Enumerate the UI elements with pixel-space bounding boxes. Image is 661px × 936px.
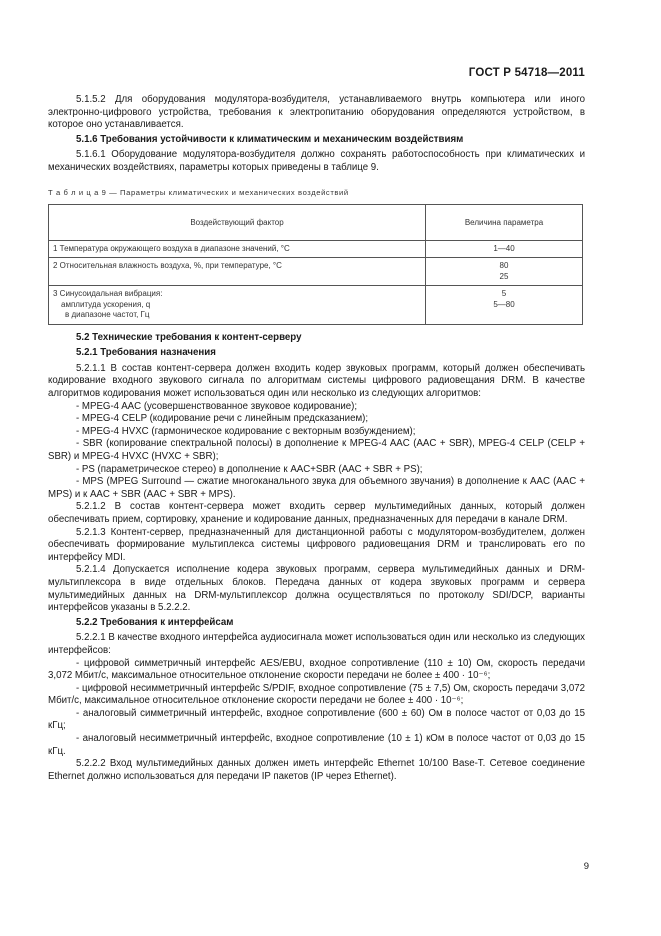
heading-5-2: 5.2 Технические требования к контент-серверу	[76, 331, 302, 343]
list-item: - MPEG-4 HVXC (гармоническое кодирование с векторным возбуждением);	[76, 425, 416, 437]
value-line: 5	[501, 289, 507, 299]
value-cell	[426, 258, 583, 286]
paragraph-5-2-1-3: 5.2.1.3 Контент-сервер, предназначенный для дистанционной работы с модулятором-возбудителем, должен обеспечивать формирование мультиплекса системы цифрового радиовещания DRM и транслировать его по интерфейсу MDI.	[48, 526, 585, 563]
factor-cell: 2 Относительная влажность воздуха, %, при температуре, °С	[49, 258, 426, 286]
table-row	[49, 286, 583, 325]
value-line: 5—80	[493, 299, 515, 309]
paragraph-5-2-1-2: 5.2.1.2 В состав контент-сервера может входить сервер мультимедийных данных, который должен обеспечивать прием, сортировку, хранение и кодирование данных, предназначенных для передачи в канале DRM.	[48, 501, 585, 525]
table-row	[49, 240, 583, 258]
table-row	[49, 258, 583, 286]
paragraph-5-2-2-1: 5.2.2.1 В качестве входного интерфейса аудиосигнала может использоваться один или несколько из следующих интерфейсов:	[48, 632, 585, 656]
list-item: - MPEG-4 CELP (кодирование речи с линейным предсказанием);	[76, 413, 369, 425]
page-content	[48, 94, 585, 783]
paragraph-5-1-6-1: 5.1.6.1 Оборудование модулятора-возбудителя должно сохранять работоспособность при климатических и механических воздействиях, параметры которых приведены в таблице 9.	[48, 149, 585, 173]
paragraph-5-2-1-4: 5.2.1.4 Допускается исполнение кодера звуковых программ, сервера мультимедийных данных и DRM-мультиплексора в виде отдельных блоков. Передача данных от кодера звуковых программ и сервера мультимедийных данных на DRM-мультиплексор должна осуществляться по протоколу SDI/DCP, варианты интерфейсов указаны в 5.2.2.2.	[48, 564, 585, 614]
list-item: - SBR (копирование спектральной полосы) в дополнение к MPEG-4 AAC (AAC + SBR), MPEG-4 CELP (CELP + SBR) и MPEG-4 HVXC (HVXC + SBR);	[48, 438, 585, 462]
factor-line: в диапазоне частот, Гц	[65, 310, 150, 320]
header-factor: Воздействующий фактор	[49, 205, 426, 241]
page-number: 9	[583, 861, 589, 872]
factor-line: амплитуда ускорения, q	[61, 299, 151, 309]
heading-5-1-6: 5.1.6 Требования устойчивости к климатическим и механическим воздействиям	[76, 133, 464, 145]
factor-cell: 1 Температура окружающего воздуха в диапазоне значений, °С	[49, 240, 426, 258]
heading-5-2-1: 5.2.1 Требования назначения	[76, 347, 216, 359]
value-cell	[426, 286, 583, 325]
paragraph-5-2-1-1: 5.2.1.1 В состав контент-сервера должен входить кодер звуковых программ, который должен обеспечивать кодирование входного звукового сигнала по алгоритмам системы цифрового радиовещания DRM. В качестве алгоритмов кодирования может использоваться один или несколько из следующих алгоритмов:	[48, 362, 585, 400]
factor-line: 3 Синусоидальная вибрация:	[53, 289, 163, 299]
table-caption: Т а б л и ц а 9 — Параметры климатических и механических воздействий	[48, 187, 349, 197]
climate-table	[48, 204, 583, 325]
list-item: - MPS (MPEG Surround — сжатие многоканального звука для объемного звучания) в дополнение к AAC (AAC + MPS) и к AAC + SBR (AAC + SBR + MPS).	[48, 476, 585, 500]
heading-5-2-2: 5.2.2 Требования к интерфейсам	[76, 616, 234, 628]
factor-cell	[49, 286, 426, 325]
list-item: - цифровой несимметричный интерфейс S/PDIF, входное сопротивление (75 ± 7,5) Ом, скорость передачи 3,072 Мбит/с, максимальное относительное отклонение скорости передачи не более ± 400 · 10⁻⁶;	[48, 682, 585, 707]
header-value: Величина параметра	[426, 205, 583, 241]
list-item: - цифровой симметричный интерфейс AES/EBU, входное сопротивление (110 ± 10) Ом, скорость передачи 3,072 Мбит/с, максимальное относительное отклонение скорости передачи не более ± 400 · 10⁻⁶;	[48, 657, 585, 682]
table-header-row	[49, 205, 583, 241]
list-item: - MPEG-4 AAC (усовершенствованное звуковое кодирование);	[76, 400, 358, 412]
list-item: - аналоговый несимметричный интерфейс, входное сопротивление (10 ± 1) кОм в полосе частот от 0,03 до 15 кГц.	[48, 733, 585, 757]
paragraph-5-1-5-2: 5.1.5.2 Для оборудования модулятора-возбудителя, устанавливаемого внутрь компьютера или иного электронно-цифрового устройства, требования к электропитанию оборудования определяются устройством, в которое оно устанавливается.	[48, 94, 585, 131]
value-cell: 1—40	[426, 240, 583, 258]
value-line: 25	[499, 271, 509, 281]
value-line: 80	[499, 261, 509, 271]
list-item: - PS (параметрическое стерео) в дополнение к AAC+SBR (AAC + SBR + PS);	[76, 463, 423, 475]
document-header: ГОСТ Р 54718—2011	[468, 67, 585, 79]
list-item: - аналоговый симметричный интерфейс, входное сопротивление (600 ± 60) Ом в полосе частот от 0,03 до 15 кГц;	[48, 707, 585, 732]
paragraph-5-2-2-2: 5.2.2.2 Вход мультимедийных данных должен иметь интерфейс Ethernet 10/100 Base-T. Сетевое соединение Ethernet должно использоваться для передачи IP пакетов (IP через Ethernet).	[48, 758, 585, 782]
